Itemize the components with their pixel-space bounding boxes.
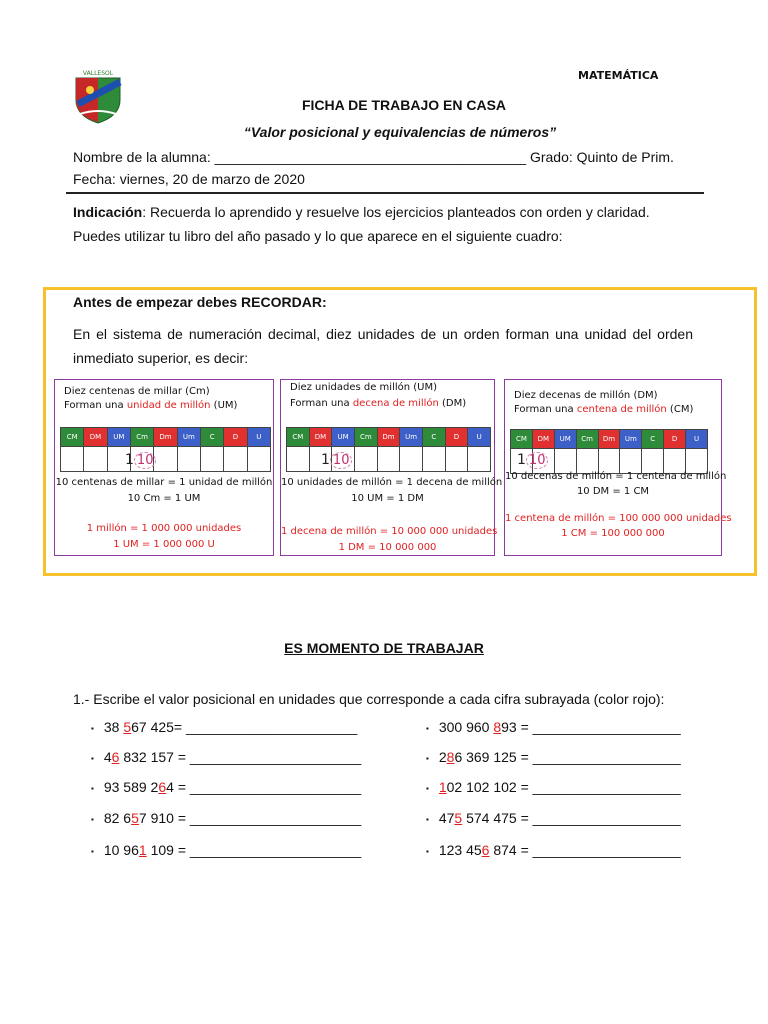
- place-value-body-row: [287, 447, 491, 472]
- remember-paragraph: En el sistema de numeración decimal, diez unidades de un orden forman una unidad del orden inmediato superior, es decir:: [73, 326, 693, 366]
- column-header-cm: CM: [61, 428, 84, 447]
- underlined-digit: 5: [131, 810, 139, 826]
- place-value-cell: [422, 447, 445, 472]
- card-digit-one: 1: [125, 452, 134, 468]
- exercise-item[interactable]: [426, 749, 681, 765]
- exercise-number-start: 2: [438, 749, 447, 765]
- exercise-item[interactable]: [426, 719, 681, 735]
- subject-label: MATEMÁTICA: [578, 69, 659, 82]
- card-equation-2: 10 UM = 1 DM: [351, 493, 424, 504]
- column-header-um: UM: [554, 430, 576, 449]
- place-value-table: [286, 427, 491, 472]
- bullet-icon: ▪: [426, 814, 429, 824]
- header-divider: [66, 192, 704, 194]
- place-value-cell: [445, 447, 468, 472]
- card-equation-1: 10 decenas de millón = 1 centena de millón: [505, 471, 727, 482]
- column-header-dm: DM: [309, 428, 332, 447]
- place-value-card: [280, 379, 503, 556]
- student-name-line[interactable]: Nombre de la alumna: ________________________________________ Grado: Quinto de Prim.: [73, 149, 674, 165]
- bullet-icon: ▪: [426, 846, 429, 856]
- column-header-dm: DM: [84, 428, 107, 447]
- card-line-2-pre: Forman una: [290, 398, 353, 409]
- card-equivalence-2: 1 DM = 10 000 000: [338, 542, 437, 553]
- place-value-cell: [468, 447, 491, 472]
- page-subtitle: “Valor posicional y equivalencias de números”: [243, 124, 557, 140]
- logo-text: VALLESOL: [82, 70, 114, 77]
- card-equation-2: 10 Cm = 1 UM: [127, 493, 201, 504]
- card-equivalence-1: 1 decena de millón = 10 000 000 unidades: [281, 526, 498, 537]
- card-line-2: [290, 398, 466, 409]
- place-value-cell: [61, 447, 84, 472]
- exercise-item[interactable]: [426, 810, 681, 826]
- place-value-cell: [576, 449, 598, 474]
- column-header-um: UM: [107, 428, 130, 447]
- underlined-digit: 1: [438, 779, 447, 795]
- place-value-cell: [224, 447, 247, 472]
- column-header-cm: Cm: [576, 430, 598, 449]
- indication-text: : Recuerda lo aprendido y resuelve los ejercicios planteados con orden y claridad.: [142, 204, 650, 220]
- work-section-title: ES MOMENTO DE TRABAJAR: [284, 640, 484, 656]
- bullet-icon: ▪: [91, 783, 94, 793]
- card-line-2-pre: Forman una: [64, 400, 127, 411]
- place-value-cell: [598, 449, 620, 474]
- column-header-dm: Dm: [154, 428, 177, 447]
- remember-heading: Antes de empezar debes RECORDAR:: [73, 294, 327, 310]
- bullet-icon: ▪: [91, 723, 94, 733]
- place-value-cell: [686, 449, 708, 474]
- exercise-number-start: 123 45: [438, 842, 482, 858]
- underlined-digit: 5: [123, 719, 132, 735]
- exercise-item[interactable]: [91, 810, 361, 826]
- column-header-dm: DM: [532, 430, 554, 449]
- underlined-digit: 8: [446, 749, 455, 765]
- place-value-cell: [84, 447, 107, 472]
- card-digit-one: 1: [517, 452, 526, 468]
- card-line-2-highlight: unidad de millón: [126, 400, 211, 411]
- exercise-number-end: 93 = ___________________: [501, 719, 681, 735]
- exercise-number-end: 02 102 102 = ___________________: [446, 779, 681, 795]
- place-value-cell: [400, 447, 423, 472]
- exercise-number-start: 93 589 2: [103, 779, 159, 795]
- bullet-icon: ▪: [91, 753, 94, 763]
- place-value-cell: [377, 447, 400, 472]
- card-equation-1: 10 unidades de millón = 1 decena de millón: [281, 477, 503, 488]
- column-header-c: C: [642, 430, 664, 449]
- card-equivalence-1: 1 millón = 1 000 000 unidades: [86, 523, 242, 534]
- exercise-number-end: 832 157 = ______________________: [119, 749, 362, 765]
- exercise-number-end: 67 425= ______________________: [131, 719, 358, 735]
- column-header-d: D: [224, 428, 247, 447]
- school-crest-logo: [70, 68, 126, 124]
- card-line-1: Diez decenas de millón (DM): [514, 390, 658, 401]
- column-header-u: U: [247, 428, 270, 447]
- place-value-cell: [354, 447, 377, 472]
- card-line-2-highlight: centena de millón: [576, 404, 667, 415]
- exercise-item[interactable]: [91, 749, 361, 765]
- place-value-cell: [287, 447, 310, 472]
- exercise-item[interactable]: [91, 719, 357, 735]
- exercise-number-start: 47: [438, 810, 455, 826]
- bullet-icon: ▪: [426, 783, 429, 793]
- bullet-icon: ▪: [91, 814, 94, 824]
- card-digit-example: [321, 452, 352, 468]
- card-equation-2: 10 DM = 1 CM: [576, 486, 650, 497]
- exercise-instruction: 1.- Escribe el valor posicional en unidades que corresponde a cada cifra subrayada (color rojo):: [73, 691, 665, 707]
- underlined-digit: 6: [481, 842, 490, 858]
- column-header-c: C: [200, 428, 223, 447]
- column-header-um: Um: [177, 428, 200, 447]
- bullet-icon: ▪: [91, 846, 94, 856]
- column-header-dm: Dm: [377, 428, 400, 447]
- card-equivalence-1: 1 centena de millón = 100 000 000 unidades: [505, 513, 732, 524]
- card-line-2-highlight: decena de millón: [352, 398, 439, 409]
- card-line-1: Diez centenas de millar (Cm): [64, 386, 210, 397]
- indication-line-2: Puedes utilizar tu libro del año pasado y lo que aparece en el siguiente cuadro:: [73, 228, 563, 244]
- underlined-digit: 1: [138, 842, 147, 858]
- place-value-cell: [620, 449, 642, 474]
- place-value-card: [504, 379, 732, 556]
- card-line-2-post: (DM): [438, 398, 467, 409]
- card-equivalence-2: 1 CM = 100 000 000: [561, 528, 665, 539]
- exercise-number-start: 10 96: [103, 842, 139, 858]
- place-value-table: [60, 427, 271, 472]
- exercise-number-end: 109 = ______________________: [146, 842, 362, 858]
- column-header-u: U: [686, 430, 708, 449]
- card-line-2-post: (UM): [210, 400, 238, 411]
- place-value-header-row: [61, 428, 271, 447]
- card-line-2-post: (CM): [666, 404, 694, 415]
- exercise-number-start: 4: [103, 749, 112, 765]
- card-digit-ten: 10: [526, 452, 549, 469]
- exercise-number-start: 300 960: [438, 719, 494, 735]
- exercise-number-start: 82 6: [103, 810, 132, 826]
- exercise-number-end: 7 910 = ______________________: [138, 810, 362, 826]
- exercise-item[interactable]: [426, 842, 681, 858]
- underlined-digit: 6: [158, 779, 167, 795]
- card-digit-one: 1: [321, 452, 330, 468]
- column-header-d: D: [445, 428, 468, 447]
- column-header-cm: Cm: [354, 428, 377, 447]
- column-header-c: C: [422, 428, 445, 447]
- underlined-digit: 8: [493, 719, 502, 735]
- column-header-cm: CM: [287, 428, 310, 447]
- place-value-cell: [247, 447, 270, 472]
- bullet-icon: ▪: [426, 723, 429, 733]
- card-line-2: [514, 404, 693, 415]
- place-value-cell: [554, 449, 576, 474]
- indication-line-1: [73, 204, 650, 220]
- column-header-um: UM: [332, 428, 355, 447]
- place-value-cell: [664, 449, 686, 474]
- column-header-u: U: [468, 428, 491, 447]
- column-header-cm: Cm: [130, 428, 153, 447]
- column-header-um: Um: [620, 430, 642, 449]
- card-equivalence-2: 1 UM = 1 000 000 U: [113, 539, 215, 550]
- bullet-icon: ▪: [426, 753, 429, 763]
- exercise-number-end: 874 = ___________________: [489, 842, 681, 858]
- card-equation-1: 10 centenas de millar = 1 unidad de millón: [55, 477, 273, 488]
- column-header-dm: Dm: [598, 430, 620, 449]
- place-value-body-row: [61, 447, 271, 472]
- column-header-d: D: [664, 430, 686, 449]
- place-value-header-row: [511, 430, 708, 449]
- place-value-cell: [642, 449, 664, 474]
- exercise-number-end: 574 475 = ___________________: [462, 810, 681, 826]
- card-line-1: Diez unidades de millón (UM): [290, 382, 438, 393]
- date-line: Fecha: viernes, 20 de marzo de 2020: [73, 171, 305, 187]
- exercise-item[interactable]: [91, 842, 361, 858]
- place-value-cell: [177, 447, 200, 472]
- exercise-item[interactable]: [426, 779, 681, 795]
- card-line-2: [64, 400, 237, 411]
- exercise-item[interactable]: [91, 779, 361, 795]
- place-value-cell: [200, 447, 223, 472]
- exercise-number-end: 4 = ______________________: [166, 779, 362, 795]
- indication-label: Indicación: [73, 204, 143, 220]
- column-header-cm: CM: [511, 430, 533, 449]
- underlined-digit: 5: [454, 810, 463, 826]
- place-value-header-row: [287, 428, 491, 447]
- column-header-um: Um: [400, 428, 423, 447]
- exercise-number-start: 38: [103, 719, 124, 735]
- page-title: FICHA DE TRABAJO EN CASA: [301, 97, 507, 113]
- exercise-number-end: 6 369 125 = ___________________: [454, 749, 681, 765]
- place-value-cell: [154, 447, 177, 472]
- card-line-2-pre: Forman una: [514, 404, 577, 415]
- card-digit-example: [125, 452, 156, 468]
- card-digit-example: [517, 452, 548, 468]
- card-digit-ten: 10: [134, 452, 157, 469]
- place-value-card: [54, 379, 274, 556]
- underlined-digit: 6: [111, 749, 120, 765]
- card-digit-ten: 10: [330, 452, 353, 469]
